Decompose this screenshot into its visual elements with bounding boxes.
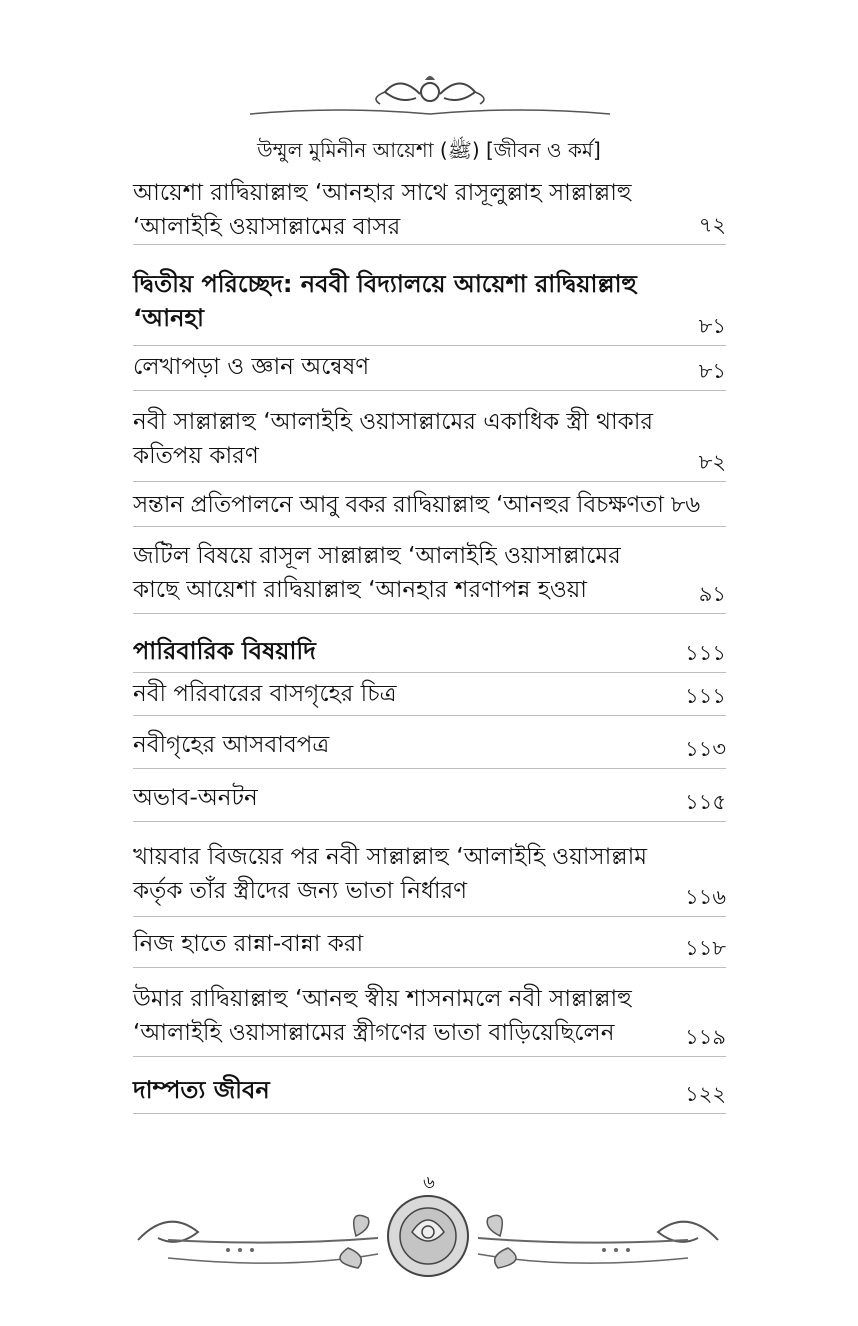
top-ornament-icon bbox=[250, 70, 610, 120]
toc-entry[interactable] bbox=[133, 1057, 726, 1114]
toc-entry-page: ৮২ bbox=[698, 450, 726, 474]
toc-entry[interactable] bbox=[133, 482, 726, 527]
toc-entry-title: দ্বিতীয় পরিচ্ছেদ: নববী বিদ্যালয়ে আয়েশা রাদ্বিয়াল্লাহু ‘আনহা bbox=[133, 270, 637, 332]
toc-entry-page: ১১৩ bbox=[685, 737, 726, 761]
toc-entry-title: সন্তান প্রতিপালনে আবু বকর রাদ্বিয়াল্লাহু ‘আনহুর বিচক্ষণতা ৮৬ bbox=[133, 492, 700, 518]
toc-entry-page: ১১৮ bbox=[685, 936, 726, 960]
toc-entry-title: নবী সাল্লাল্লাহু ‘আলাইহি ওয়াসাল্লামের একাধিক স্ত্রী থাকার কতিপয় কারণ bbox=[133, 409, 654, 469]
toc-entry-page: ১২২ bbox=[685, 1082, 726, 1106]
toc-entry[interactable] bbox=[133, 822, 726, 917]
running-header: উম্মুল মুমিনীন আয়েশা (ﷺ) [জীবন ও কর্ম] bbox=[257, 138, 601, 162]
toc-entry[interactable] bbox=[133, 968, 726, 1057]
toc-entry-page: ১১৯ bbox=[685, 1025, 726, 1049]
toc-entry-title: লেখাপড়া ও জ্ঞান অন্বেষণ bbox=[133, 354, 370, 380]
toc-entry-title: নিজ হাতে রান্না-বান্না করা bbox=[133, 931, 364, 957]
toc-entry-page: ৯১ bbox=[698, 582, 726, 606]
toc-entry[interactable] bbox=[133, 176, 726, 245]
toc-entry[interactable] bbox=[133, 769, 726, 822]
toc-entry-page: ১১৫ bbox=[685, 790, 726, 814]
toc-entry-title: দাম্পত্য জীবন bbox=[133, 1076, 270, 1104]
toc-entry-title: জটিল বিষয়ে রাসূল সাল্লাল্লাহু ‘আলাইহি ওয়াসাল্লামের কাছে আয়েশা রাদ্বিয়াল্লাহু ‘আনহার শরণাপন্ন হওয়া bbox=[133, 543, 621, 603]
page-number: ৬ bbox=[423, 1172, 435, 1193]
toc-entry-page: ১১১ bbox=[685, 641, 726, 665]
toc-entry-title: আয়েশা রাদ্বিয়াল্লাহু ‘আনহার সাথে রাসূলুল্লাহ সাল্লাল্লাহু ‘আলাইহি ওয়াসাল্লামের বাসর bbox=[133, 180, 632, 240]
toc-entry[interactable] bbox=[133, 346, 726, 391]
toc-entry[interactable] bbox=[133, 614, 726, 673]
toc-entry[interactable] bbox=[133, 673, 726, 716]
toc-entry-page: ৮১ bbox=[698, 314, 726, 338]
toc-entry[interactable] bbox=[133, 527, 726, 614]
toc-entry-page: ৭২ bbox=[698, 213, 726, 237]
toc-entry-title: নবী পরিবারের বাসগৃহের চিত্র bbox=[133, 681, 397, 707]
toc-entry-page: ৮১ bbox=[698, 359, 726, 383]
toc-entry-title: উমার রাদ্বিয়াল্লাহু ‘আনহু স্বীয় শাসনামলে নবী সাল্লাল্লাহু ‘আলাইহি ওয়াসাল্লামের স্ত্রীগণের ভাতা বাড়িয়েছিলেন bbox=[133, 986, 632, 1046]
floral-ornament-icon bbox=[128, 1188, 728, 1288]
toc-entry-title: অভাব-অনটন bbox=[133, 785, 258, 811]
toc-entry[interactable] bbox=[133, 391, 726, 482]
toc-entry-title: নবীগৃহের আসবাবপত্র bbox=[133, 732, 330, 758]
toc-entry-title: খায়বার বিজয়ের পর নবী সাল্লাল্লাহু ‘আলাইহি ওয়াসাল্লাম কর্তৃক তাঁর স্ত্রীদের জন্য ভাতা নির্ধারণ bbox=[133, 844, 648, 904]
toc-entry-page: ১১১ bbox=[685, 684, 726, 708]
toc-entry[interactable] bbox=[133, 716, 726, 769]
table-of-contents bbox=[133, 176, 726, 1114]
toc-entry-title: পারিবারিক বিষয়াদি bbox=[133, 637, 316, 665]
toc-entry[interactable] bbox=[133, 917, 726, 968]
toc-entry[interactable] bbox=[133, 245, 726, 346]
toc-entry-page: ১১৬ bbox=[685, 885, 726, 909]
